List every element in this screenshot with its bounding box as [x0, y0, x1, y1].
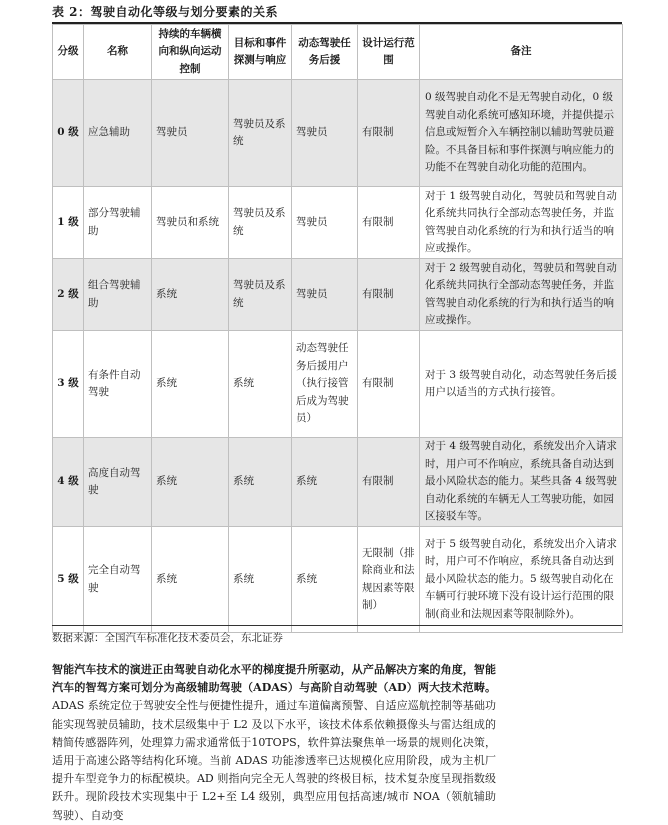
table-row — [53, 527, 623, 633]
table-row — [53, 438, 623, 527]
odd-cell: 有限制 — [358, 331, 420, 438]
detect-cell: 驾驶员及系统 — [229, 187, 292, 259]
odd-cell: 无限制（排除商业和法规因素等限制） — [358, 527, 420, 633]
detect-cell: 驾驶员及系统 — [229, 80, 292, 187]
detect-cell: 驾驶员及系统 — [229, 259, 292, 331]
table-bottom-rule — [52, 625, 622, 626]
body-paragraph — [52, 661, 496, 825]
automation-levels-table — [52, 24, 623, 633]
note-cell: 对于 2 级驾驶自动化，驾驶员和驾驶自动化系统共同执行全部动态驾驶任务，并监管驾驶自动化系统的行为和执行适当的响应或操作。 — [420, 259, 623, 331]
control-cell: 驾驶员和系统 — [152, 187, 229, 259]
fallback-cell: 系统 — [292, 527, 358, 633]
control-cell: 系统 — [152, 259, 229, 331]
fallback-cell: 动态驾驶任务后援用户（执行接管后成为驾驶员） — [292, 331, 358, 438]
note-cell: 对于 4 级驾驶自动化，系统发出介入请求时，用户可不作响应，系统具备自动达到最小风险状态的能力。某些具备 4 级驾驶自动化系统的车辆无人工驾驶功能，如园区接驳车等。 — [420, 438, 623, 527]
header-oedr: 目标和事件探测与响应 — [229, 25, 292, 80]
fallback-cell: 驾驶员 — [292, 80, 358, 187]
table-header-row — [53, 25, 623, 80]
table-caption: 表 2：驾驶自动化等级与划分要素的关系 — [52, 5, 279, 19]
table-row — [53, 80, 623, 187]
table-row — [53, 187, 623, 259]
header-name: 名称 — [84, 25, 152, 80]
header-motion-control: 持续的车辆横向和纵向运动控制 — [152, 25, 229, 80]
note-cell: 0 级驾驶自动化不是无驾驶自动化，0 级驾驶自动化系统可感知环境，并提供提示信息或短暂介入车辆控制以辅助驾驶员避险。不具备目标和事件探测与响应能力的功能不在驾驶自动化功能的范围内。 — [420, 80, 623, 187]
detect-cell: 系统 — [229, 527, 292, 633]
fallback-cell: 驾驶员 — [292, 259, 358, 331]
detect-cell: 系统 — [229, 438, 292, 527]
control-cell: 系统 — [152, 527, 229, 633]
level-cell: 0 级 — [53, 80, 84, 187]
control-cell: 系统 — [152, 438, 229, 527]
paragraph-lead: 智能汽车技术的演进正由驾驶自动化水平的梯度提升所驱动，从产品解决方案的角度，智能汽车的智驾方案可划分为高级辅助驾驶（ADAS）与高阶自动驾驶（AD）两大技术范畴。 — [52, 663, 496, 695]
odd-cell: 有限制 — [358, 187, 420, 259]
odd-cell: 有限制 — [358, 259, 420, 331]
note-cell: 对于 3 级驾驶自动化，动态驾驶任务后援用户以适当的方式执行接管。 — [420, 331, 623, 438]
name-cell: 有条件自动驾驶 — [84, 331, 152, 438]
fallback-cell: 系统 — [292, 438, 358, 527]
name-cell: 完全自动驾驶 — [84, 527, 152, 633]
odd-cell: 有限制 — [358, 438, 420, 527]
level-cell: 3 级 — [53, 331, 84, 438]
note-cell: 对于 1 级驾驶自动化，驾驶员和驾驶自动化系统共同执行全部动态驾驶任务，并监管驾驶自动化系统的行为和执行适当的响应或操作。 — [420, 187, 623, 259]
table-row — [53, 331, 623, 438]
odd-cell: 有限制 — [358, 80, 420, 187]
header-level: 分级 — [53, 25, 84, 80]
header-odd: 设计运行范围 — [358, 25, 420, 80]
header-fallback: 动态驾驶任务后援 — [292, 25, 358, 80]
note-cell: 对于 5 级驾驶自动化，系统发出介入请求时，用户可不作响应，系统具备自动达到最小风险状态的能力。5 级驾驶自动化在车辆可行驶环境下没有设计运行范围的限制(商业和法规因素等限制除外)。 — [420, 527, 623, 633]
control-cell: 驾驶员 — [152, 80, 229, 187]
name-cell: 组合驾驶辅助 — [84, 259, 152, 331]
name-cell: 部分驾驶辅助 — [84, 187, 152, 259]
table-row — [53, 259, 623, 331]
level-cell: 4 级 — [53, 438, 84, 527]
paragraph-text: ADAS 系统定位于驾驶安全性与便捷性提升，通过车道偏离预警、自适应巡航控制等基础功能实现驾驶员辅助，技术层级集中于 L2 及以下水平，该技术体系依赖摄像头与雷达组成的精简传感器阵列，处理算力需求通常低于10TOPS，软件算法聚焦单一场景的规则化决策，适用于高速公路等结构化环境。当前 ADAS 功能渗透率已达规模化应用阶段，成为主机厂提升车型竞争力的标配模块。AD 则指向完全无人驾驶的终极目标，技术复杂度呈现指数级跃升。现阶段技术实现集中于 L2+至 L4 级别，典型应用包括高速/城市 NOA（领航辅助驾驶）、自动变 — [52, 699, 496, 822]
name-cell: 高度自动驾驶 — [84, 438, 152, 527]
data-source: 数据来源：全国汽车标准化技术委员会，东北证券 — [52, 632, 283, 644]
detect-cell: 系统 — [229, 331, 292, 438]
level-cell: 1 级 — [53, 187, 84, 259]
name-cell: 应急辅助 — [84, 80, 152, 187]
control-cell: 系统 — [152, 331, 229, 438]
fallback-cell: 驾驶员 — [292, 187, 358, 259]
level-cell: 5 级 — [53, 527, 84, 633]
header-note: 备注 — [420, 25, 623, 80]
level-cell: 2 级 — [53, 259, 84, 331]
